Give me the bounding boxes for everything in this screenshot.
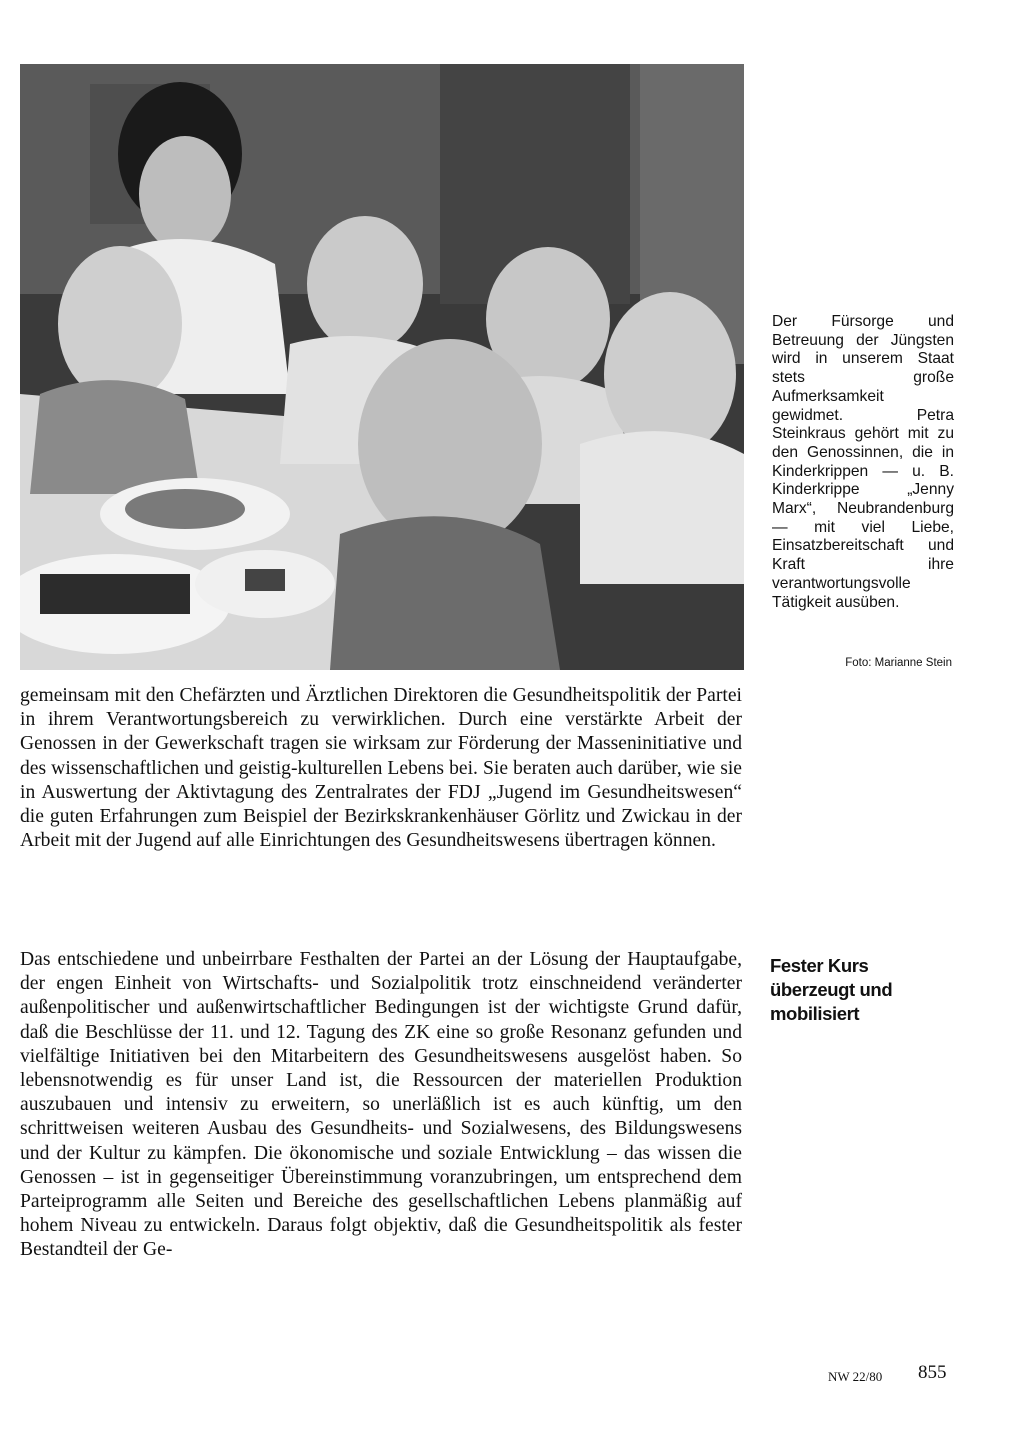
photo-illustration (20, 64, 744, 670)
side-heading-line: mobilisiert (770, 1003, 860, 1024)
nursery-photo (20, 64, 744, 670)
side-heading (770, 954, 920, 1026)
side-heading-line: überzeugt und (770, 979, 893, 1000)
article-paragraph-1: gemeinsam mit den Chefärzten und Ärztlichen Direktoren die Gesundheitspolitik der Partei in ihrem Verantwortungsbereich zu verwirklichen. Durch eine verstärkte Arbeit der Genossen in der Gewerkschaft tragen sie wirksam zur Förderung der Masseninitiative und des wissenschaftlichen und geistig-kulturellen Lebens bei. Sie beraten auch darüber, wie sie in Auswertung der Aktivtagung des Zentralrates der FDJ „Jugend im Gesundheitswesen“ die guten Erfahrungen zum Beispiel der Bezirkskrankenhäuser Görlitz und Zwickau in der Arbeit mit der Jugend auf alle Einrichtungen des Gesundheitswesens übertragen können. (20, 685, 742, 852)
side-heading-line: Fester Kurs (770, 955, 869, 976)
article-paragraph-2: Das entschiedene und unbeirrbare Festhalten der Partei an der Lösung der Hauptaufgabe, der engen Einheit von Wirtschafts- und Sozialpolitik trotz einschneidend veränderter außenpolitischer und außenwirtschaftlicher Bedingungen ist der wichtigste Grund dafür, daß die Beschlüsse der 11. und 12. Tagung des ZK eine so große Resonanz gefunden und vielfältige Initiativen bei den Mitarbeitern des Gesundheitswesens ausgelöst haben. So lebensnotwendig es für unser Land ist, die Ressourcen der materiellen Produktion auszubauen und intensiv zu erweitern, so unerläßlich ist es auch künftig, um den schrittweisen weiteren Ausbau des Gesundheits- und Sozialwesens, des Bildungswesens und der Kultur zu kämpfen. Die ökonomische und soziale Entwicklung – das wissen die Genossen – ist in gegenseitiger Übereinstimmung voranzubringen, um entsprechend dem Parteiprogramm alle Seiten und Bereiche des gesellschaftlichen Lebens planmäßig auf hohem Niveau zu entwickeln. Daraus folgt objektiv, daß die Gesundheitspolitik als fester Bestandteil der Ge- (20, 949, 742, 1261)
caption-text: Der Fürsorge und Betreuung der Jüngsten wird in unserem Staat stets große Aufmerksamkeit gewidmet. Petra Steinkraus gehört mit zu den Genossinnen, die in Kinderkrippen — u. B. Kinderkrippe „Jenny Marx“, Neubrandenburg — mit viel Liebe, Einsatzbereitschaft und Kraft ihre verantwortungsvolle Tätigkeit ausüben. (772, 313, 954, 611)
page-number: 855 (918, 1362, 947, 1383)
photo-caption (772, 313, 954, 612)
issue-number: NW 22/80 (828, 1369, 883, 1384)
photo-credit: Foto: Marianne Stein (845, 657, 952, 669)
